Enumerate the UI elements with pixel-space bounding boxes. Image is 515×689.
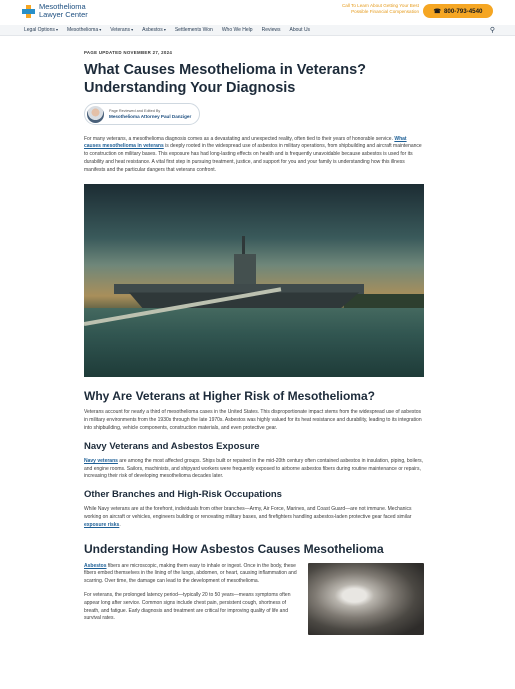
- other-end: .: [119, 521, 121, 528]
- exposure-risks-link[interactable]: exposure risks: [84, 521, 120, 528]
- author-prefix: Page Reviewed and Edited By: [109, 109, 161, 113]
- tagline-line-1: Call To Learn About Getting Your Best: [341, 3, 419, 8]
- author-badge[interactable]: [84, 103, 200, 125]
- logo-cross-icon: [22, 5, 35, 18]
- phone-number: 800-793-4540: [443, 7, 483, 15]
- nav-about-us[interactable]: About Us: [289, 27, 311, 33]
- intro-link[interactable]: What causes mesothelioma in veterans: [84, 135, 407, 150]
- site-header: [0, 0, 515, 24]
- navy-text: are among the most affected groups. Ships built or repaired in the mid-20th century often contained asbestos in insulation, piping, boilers, and engine rooms. Sailors, machinists, and shipyard workers were frequently exposed to airborne asbestos fibers during routine maintenance or repairs, increasing their risk of developing mesothelioma decades later.: [84, 457, 424, 480]
- asbestos-paragraph-1: [84, 563, 300, 586]
- header-tagline: [299, 3, 419, 15]
- nav-mesothelioma[interactable]: Mesothelioma ▾: [67, 27, 101, 33]
- heading-other-branches: Other Branches and High-Risk Occupations: [84, 489, 282, 501]
- call-phone-button[interactable]: [423, 4, 493, 18]
- navy-paragraph: [84, 458, 424, 481]
- aircraft-carrier-photo: [84, 184, 424, 377]
- page-title: What Causes Mesothelioma in Veterans? Understanding Your Diagnosis: [84, 62, 367, 96]
- intro-text-a: For many veterans, a mesothelioma diagnosis comes as a devastating and unexpected reality, often tied to their years of honorable service.: [84, 135, 395, 142]
- tagline-line-2: Possible Financial Compensation: [351, 9, 419, 14]
- page-updated-date: PAGE UPDATED NOVEMBER 27, 2024: [84, 50, 173, 55]
- nav-settlements-won[interactable]: Settlements Won: [174, 27, 213, 33]
- nav-veterans[interactable]: Veterans ▾: [110, 27, 133, 33]
- heading-navy-veterans: Navy Veterans and Asbestos Exposure: [84, 440, 260, 452]
- intro-text-b: is deeply rooted in the widespread use of asbestos in military operations, from shipbuilding and aircraft maintenance to construction on military bases. This exposure has had long-lasting effects on health and is frequently unavoidable because asbestos is used for its durability and heat resistance. A vital first step in pursuing treatment, justice, and support for you and your family is understanding how this illness manifests and the particular dangers that veterans confront.: [84, 143, 422, 173]
- asbestos-text-1: fibers are microscopic, making them easy to inhale or ingest. Once in the body, these fibers embed themselves in the lining of the lungs, abdomen, or heart, causing inflammation and scarring. Over time, the damage can lead to the development of mesothelioma.: [84, 562, 297, 585]
- risk-paragraph: Veterans account for nearly a third of mesothelioma cases in the United States. This disproportionate impact stems from the widespread use of asbestos in military environments from the 1930s through the late 1970s. Asbestos was highly valued for its heat resistance and durability, leading to its integration into shipbuilding, vehicle components, construction materials, and even protective gear.: [84, 409, 422, 432]
- asbestos-fiber-photo: [308, 563, 424, 635]
- nav-who-we-help[interactable]: Who We Help: [221, 27, 253, 33]
- nav-reviews[interactable]: Reviews: [261, 27, 281, 33]
- main-nav: [0, 25, 515, 36]
- asbestos-link[interactable]: Asbestos: [84, 562, 107, 569]
- nav-legal-options[interactable]: Legal Options ▾: [24, 27, 58, 33]
- search-icon[interactable]: ⚲: [489, 27, 495, 34]
- author-name: Mesothelioma Attorney Paul Danziger: [109, 114, 192, 119]
- intro-paragraph: [84, 136, 424, 175]
- other-text: While Navy veterans are at the forefront, individuals from other branches—Army, Air Force, Marines, and Coast Guard—are not immune. Mechanics working on aircraft or vehicles, engineers building or renovating military bases, and firefighters handling asbestos-laden protective gear faced similar: [84, 506, 412, 521]
- logo-line-2: Lawyer Center: [39, 10, 88, 19]
- article: [84, 40, 424, 635]
- phone-icon: ☎: [433, 8, 441, 15]
- other-branches-paragraph: [84, 506, 424, 529]
- asbestos-paragraph-2: For veterans, the prolonged latency period—typically 20 to 50 years—means symptoms often appear long after service. Common signs include chest pain, persistent cough, shortness of breath, and fatigue. Early diagnosis and treatment are critical for improving quality of life and survival rates.: [84, 592, 291, 622]
- author-avatar: [87, 106, 104, 123]
- navy-veterans-link[interactable]: Navy veterans: [84, 457, 118, 464]
- asbestos-section: [84, 563, 424, 635]
- heading-how-asbestos: Understanding How Asbestos Causes Mesothelioma: [84, 541, 384, 556]
- site-logo[interactable]: [22, 3, 88, 19]
- heading-higher-risk: Why Are Veterans at Higher Risk of Mesothelioma?: [84, 389, 375, 404]
- logo-line-1: Mesothelioma: [39, 2, 86, 11]
- nav-asbestos[interactable]: Asbestos ▾: [142, 27, 166, 33]
